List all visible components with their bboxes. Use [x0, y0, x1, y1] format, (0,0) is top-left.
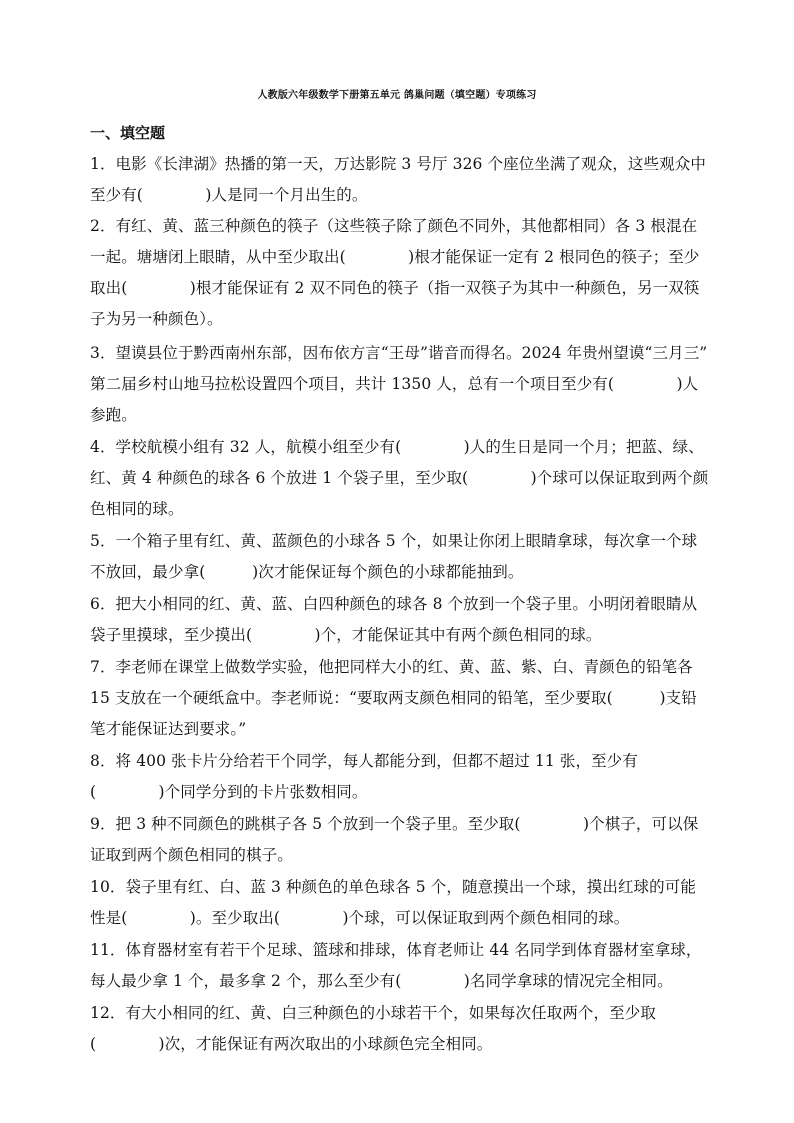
question-6-line-2: 袋子里摸球，至少摸出( )个，才能保证其中有两个颜色相同的球。	[90, 626, 602, 644]
question-4-line-1: 4．学校航模小组有 32 人，航模小组至少有( )人的生日是同一个月；把蓝、绿、	[90, 438, 704, 456]
question-7-line-3: 笔才能保证达到要求。”	[90, 720, 247, 738]
question-2-line-4: 子为另一种颜色）。	[90, 310, 223, 328]
question-7-line-2: 15 支放在一个硬纸盒中。李老师说：“要取两支颜色相同的铅笔，至少要取( )支铅	[90, 689, 697, 707]
question-8-line-1: 8．将 400 张卡片分给若干个同学，每人都能分到，但都不超过 11 张，至少有	[90, 752, 638, 770]
question-12-line-1: 12．有大小相同的红、黄、白三种颜色的小球若干个，如果每次任取两个，至少取	[90, 1004, 656, 1022]
question-1-line-1: 1．电影《长津湖》热播的第一天，万达影院 3 号厅 326 个座位坐满了观众，这些观众中	[90, 155, 706, 173]
question-9-line-1: 9．把 3 种不同颜色的跳棋子各 5 个放到一个袋子里。至少取( )个棋子，可以保	[90, 815, 699, 833]
page-title: 人教版六年级数学下册第五单元 鸽巢问题（填空题）专项练习	[257, 90, 537, 101]
question-2-line-2: 一起。塘塘闭上眼睛，从中至少取出( )根才能保证一定有 2 根同色的筷子；至少	[90, 248, 700, 266]
question-5-line-2: 不放回，最少拿( )次才能保证每个颜色的小球都能抽到。	[90, 563, 524, 581]
question-11-line-2: 每人最少拿 1 个，最多拿 2 个，那么至少有( )名同学拿球的情况完全相同。	[90, 972, 673, 990]
question-3-line-2: 第二届乡村山地马拉松设置四个项目，共计 1350 人，总有一个项目至少有( )人	[90, 375, 699, 393]
question-4-line-2: 红、黄 4 种颜色的球各 6 个放进 1 个袋子里，至少取( )个球可以保证取到两个颜	[90, 469, 709, 487]
question-3-line-1: 3．望谟县位于黔西南州东部，因布依方言“王母”谐音而得名。2024 年贵州望谟“三月三”	[90, 344, 708, 362]
question-7-line-1: 7．李老师在课堂上做数学实验，他把同样大小的红、黄、蓝、紫、白、青颜色的铅笔各	[90, 658, 693, 676]
question-4-line-3: 色相同的球。	[90, 500, 184, 518]
question-2-line-3: 取出( )根才能保证有 2 双不同色的筷子（指一双筷子为其中一种颜色，另一双筷	[90, 279, 700, 297]
question-1-line-2: 至少有( )人是同一个月出生的。	[90, 186, 368, 204]
question-10-line-1: 10．袋子里有红、白、蓝 3 种颜色的单色球各 5 个，随意摸出一个球，摸出红球的可能	[90, 878, 696, 896]
section-heading: 一、填空题	[90, 124, 166, 142]
question-12-line-2: ( )次，才能保证有两次取出的小球颜色完全相同。	[90, 1035, 493, 1053]
question-11-line-1: 11．体育器材室有若干个足球、篮球和排球，体育老师让 44 名同学到体育器材室拿球，	[90, 941, 702, 959]
question-10-line-2: 性是( )。至少取出( )个球，可以保证取到两个颜色相同的球。	[90, 909, 630, 927]
question-6-line-1: 6．把大小相同的红、黄、蓝、白四种颜色的球各 8 个放到一个袋子里。小明闭着眼睛从	[90, 595, 698, 613]
question-3-line-3: 参跑。	[90, 406, 137, 424]
question-9-line-2: 证取到两个颜色相同的棋子。	[90, 846, 293, 864]
question-2-line-1: 2．有红、黄、蓝三种颜色的筷子（这些筷子除了颜色不同外，其他都相同）各 3 根混在	[90, 217, 698, 235]
question-8-line-2: ( )个同学分到的卡片张数相同。	[90, 783, 368, 801]
question-5-line-1: 5．一个箱子里有红、黄、蓝颜色的小球各 5 个，如果让你闭上眼睛拿球，每次拿一个球	[90, 532, 698, 550]
